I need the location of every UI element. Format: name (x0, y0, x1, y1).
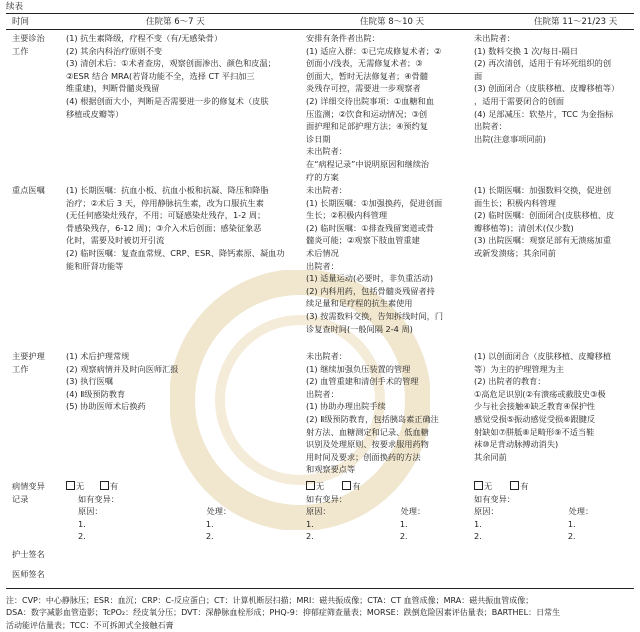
option-none-label: 无 (76, 481, 85, 491)
text-line: 面 (474, 70, 483, 81)
nursing-day-6-7 (66, 350, 178, 413)
row-label-diagnosis (12, 32, 45, 57)
variance-headings (306, 505, 466, 518)
label-line: 主要诊治 (12, 33, 45, 43)
diagnosis-day-8-10 (306, 32, 441, 183)
item-number: 2. (78, 531, 86, 542)
header-rule (6, 29, 634, 30)
variance-line-1 (66, 518, 286, 531)
text-line: (2) 临时医嘱：①排查残留窦道或骨 (306, 222, 434, 233)
option-has-label: 有 (109, 481, 119, 491)
reason-label: 原因： (78, 506, 103, 517)
text-line: 出院者： (306, 260, 339, 271)
text-line: (1) 长期医嘱：加强数料交换，促进创 (474, 185, 612, 195)
variance-day-8-10 (306, 480, 466, 543)
text-line: 诊复查时间(一般间隔 2-4 周) (306, 323, 413, 334)
item-number: 1. (205, 518, 214, 529)
text-line: 移植或皮瓣等） (66, 108, 124, 119)
text-line: (2) 临时医嘱：复查血常规、CRP、ESR、降钙素原、凝血功 (66, 247, 285, 258)
variance-line-2 (474, 530, 634, 543)
text-line: 出院者： (306, 388, 339, 399)
item-number: 2. (567, 531, 576, 542)
text-line: 诊日期 (306, 133, 331, 144)
row-label-orders: 重点医嘱 (12, 185, 45, 195)
text-line: ，适用于需要闭合的创面 (474, 95, 565, 106)
text-line: 面护理和足部护理方法；④预约复 (306, 121, 428, 132)
text-line: 在“病程记录”中说明原因和继续治 (306, 158, 430, 169)
text-line: 压监测；②饮食和运动情况；③创 (306, 108, 428, 119)
checkbox-none[interactable] (474, 481, 483, 490)
text-line: 和观察要点等 (306, 464, 356, 475)
item-number: 1. (474, 518, 482, 529)
text-line: (1) 术后护理常规 (66, 351, 130, 361)
table-top-rule (6, 13, 634, 14)
item-number: 1. (78, 518, 86, 529)
nurse-signature-label: 护士签名 (12, 549, 45, 559)
if-has-label: 如有变异： (474, 493, 515, 504)
item-number: 2. (399, 531, 408, 542)
text-line: 续足量和足疗程的抗生素使用 (306, 298, 413, 309)
text-line: (1) 数料交换 1 次/每日-隔日 (474, 45, 579, 56)
text-line: 未出院者： (474, 33, 515, 43)
label-line: 工作 (12, 363, 29, 374)
footnote-line: DSA：数字减影血管造影；TcPO₂：经皮氧分压；DVT：深静脉血栓形成；PHQ-9：抑郁症筛查量表；MORSE：跌倒危险因素评估量表；BARTHEL：日常生 (6, 608, 561, 618)
reason-label: 原因： (474, 506, 499, 517)
text-line: 射方法、血糖测定和记录、低血糖 (306, 426, 429, 437)
nursing-day-11-23 (474, 350, 611, 463)
item-number: 1. (399, 518, 408, 529)
text-line: 安排有条件者出院： (306, 33, 380, 43)
variance-options (306, 480, 466, 493)
variance-line-2 (306, 530, 466, 543)
text-line: (1) 抗生素降级，疗程不变（有/无感染骨） (66, 33, 223, 43)
text-line: 治疗；②术后 3 天，停用静脉抗生素，改为口服抗生素 (66, 197, 264, 208)
variance-day-6-7 (66, 480, 286, 543)
text-line: 未出院者： (306, 185, 347, 195)
option-none-label: 无 (484, 481, 493, 491)
if-has-label: 如有变异： (78, 493, 119, 504)
text-line: 术后情况 (306, 247, 339, 258)
text-line: (4) Ⅱ级预防教育 (66, 388, 126, 399)
checkbox-has[interactable] (100, 481, 109, 490)
variance-line-1 (306, 518, 466, 531)
doctor-signature-label: 医师签名 (12, 569, 45, 579)
text-line: (2) 详细交待出院事项：①血糖和血 (306, 95, 434, 106)
text-line: 维重建)，判断骨髓炎残留 (66, 83, 160, 94)
label-line: 记录 (12, 493, 29, 504)
text-line: (1) 继续加强负压装置的管理 (306, 363, 411, 374)
checkbox-none[interactable] (66, 481, 75, 490)
text-line: (1) 协助办理出院手续 (306, 401, 386, 412)
checkbox-has[interactable] (342, 481, 351, 490)
diagnosis-day-11-23 (474, 32, 619, 145)
text-line: 等）为主的护理管理为主 (474, 363, 565, 374)
text-line: 少与社会接触④缺乏教育④保护性 (474, 401, 596, 412)
variance-line-2 (66, 530, 286, 543)
option-has-label: 有 (352, 481, 361, 491)
reason-label: 原因： (306, 506, 331, 517)
text-line: (3) 清创术后：①术者查房，观察创面渗出、颜色和皮温； (66, 58, 276, 69)
text-line: (3) 执行医嘱 (66, 376, 113, 387)
text-line: (1) 以创面闭合（皮肤移植、皮瓣移植 (474, 351, 612, 361)
text-line: (2) 其余内科治疗原则不变 (66, 45, 163, 56)
orders-day-8-10 (306, 184, 443, 335)
text-line: 面生长；积极内科管理 (474, 197, 556, 208)
text-line: 化时，需要及时被切开引流 (66, 235, 165, 246)
text-line: 未出院者： (306, 351, 347, 361)
text-line: ①高危足识别(②有溃疡或截肢史③极 (474, 388, 606, 399)
text-line: 出院(注意事项同前) (474, 133, 546, 144)
handling-label: 处理： (568, 506, 594, 517)
text-line: (3) 出院医嘱：观察足部有无溃疡加重 (474, 235, 612, 246)
text-line: 创面大，暂时无法修复者；④骨髓 (306, 70, 428, 81)
text-line: 骨感染残存，6-12 周)；③介入术后创面；感染征象恶 (66, 222, 262, 233)
text-line: 生长；②积极内科管理 (306, 210, 388, 221)
text-line: (4) 足部减压：软垫片，TCC 为金指标 (474, 108, 614, 119)
text-line: 或新发溃疡；其余同前 (474, 247, 556, 258)
header-day-11-23: 住院第 11～21/23 天 (534, 17, 618, 27)
label-line: 病情变异 (12, 481, 45, 491)
row-label-variance (12, 480, 45, 505)
handling-label: 处理： (206, 506, 232, 517)
footnote-line: 注：CVP：中心静脉压；ESR：血沉；CRP：C-反应蛋白；CT：计算机断层扫描；MRI：磁共振成像；CTA：CT 血管成像；MRA：磁共振血管成像； (6, 596, 534, 605)
item-number: 2. (306, 531, 314, 542)
option-has-label: 有 (520, 481, 529, 491)
text-line: 出院者： (474, 121, 507, 132)
text-line: 识别及处理原则、按要求服用药物 (306, 439, 429, 450)
orders-day-11-23 (474, 184, 614, 260)
continued-label: 续表 (6, 2, 24, 12)
text-line: 瓣移植等)；清创术(仅少数) (474, 222, 574, 233)
item-number: 2. (474, 531, 482, 542)
variance-options (474, 480, 634, 493)
text-line: (3) 创面闭合（皮肤移植、皮瓣移植等） (474, 83, 620, 94)
text-line: (1) 适量运动(必要时，非负重活动) (306, 273, 434, 284)
text-line: 疗的方案 (306, 171, 339, 182)
text-line: (2) 内科用药，包括骨髓炎残留者持 (306, 285, 435, 296)
footnotes (6, 595, 634, 632)
text-line: (2) 再次清创，适用于有坏死组织的创 (474, 58, 612, 69)
text-line: 其余同前 (474, 451, 507, 462)
text-line: (1) 长期医嘱：抗血小板、抗血小板和抗凝、降压和降脂 (66, 185, 269, 195)
variance-options (66, 480, 286, 493)
text-line: (4) 根据创面大小，判断是否需要进一步的修复术（皮肤 (66, 95, 269, 106)
text-line: 髓炎可能；②观察下肢血管重建 (306, 235, 420, 246)
header-day-6-7: 住院第 6～7 天 (146, 17, 205, 27)
text-line: 射缺如⑦胼胝⑧足畸形⑨不适当鞋 (474, 426, 595, 437)
text-line: (2) 出院者的教育： (474, 376, 546, 387)
text-line: ②ESR 结合 MRA(若肾功能不全，选择 CT 平扫加三 (66, 70, 255, 81)
text-line: 用时间及要求；创面换药的方法 (306, 451, 421, 462)
text-line: (2) 观察病情并及时向医师汇报 (66, 363, 179, 374)
text-line: (2) 血管重建和清创手术的管理 (306, 376, 419, 387)
diagnosis-day-6-7 (66, 32, 276, 120)
row-label-nursing (12, 350, 45, 375)
checkbox-none[interactable] (306, 481, 315, 490)
text-line: 感觉受损⑤振动感觉受损⑥跟腱反 (474, 413, 596, 424)
orders-day-6-7 (66, 184, 285, 272)
text-line: 创面小/浅表，无需修复术者；③ (306, 58, 423, 69)
text-line: (2) Ⅱ级预防教育，包括胰岛素正确注 (306, 413, 439, 424)
label-line: 主要护理 (12, 351, 45, 361)
table-bottom-rule (6, 588, 634, 589)
text-line: 袜⑩足背动脉搏动消失) (474, 439, 559, 450)
text-line: (5) 协助医师术后换药 (66, 401, 146, 412)
text-line: 能和肝肾功能等 (66, 260, 124, 271)
item-number: 1. (306, 518, 314, 529)
nursing-day-8-10 (306, 350, 439, 476)
header-day-8-10: 住院第 8～10 天 (360, 17, 425, 27)
footnote-line: 活动能评估量表；TCC：不可拆卸式全接触石膏 (6, 620, 174, 630)
variance-day-11-23 (474, 480, 634, 543)
handling-label: 处理： (400, 506, 426, 517)
text-line: 炎残存可控，需要进一步观察者 (306, 83, 421, 94)
text-line: (2) 临时医嘱：创面闭合(皮肤移植、皮 (474, 210, 615, 221)
if-has-label: 如有变异： (306, 493, 347, 504)
variance-headings (66, 505, 286, 518)
text-line: (3) 按需数料交换，告知拆线时间，门 (306, 310, 444, 321)
label-line: 工作 (12, 45, 29, 56)
variance-headings (474, 505, 634, 518)
item-number: 1. (567, 518, 576, 529)
text-line: 未出院者： (306, 146, 347, 157)
header-time: 时间 (12, 17, 30, 27)
item-number: 2. (205, 531, 214, 542)
checkbox-has[interactable] (510, 481, 519, 490)
text-line: (无任何感染灶残存，不用；可疑感染灶残存，1-2 周； (66, 210, 266, 221)
option-none-label: 无 (316, 481, 325, 491)
text-line: (1) 适应入群：①已完成修复术者；② (306, 45, 442, 56)
text-line: (1) 长期医嘱：①加强换药，促进创面 (306, 197, 443, 208)
variance-line-1 (474, 518, 634, 531)
